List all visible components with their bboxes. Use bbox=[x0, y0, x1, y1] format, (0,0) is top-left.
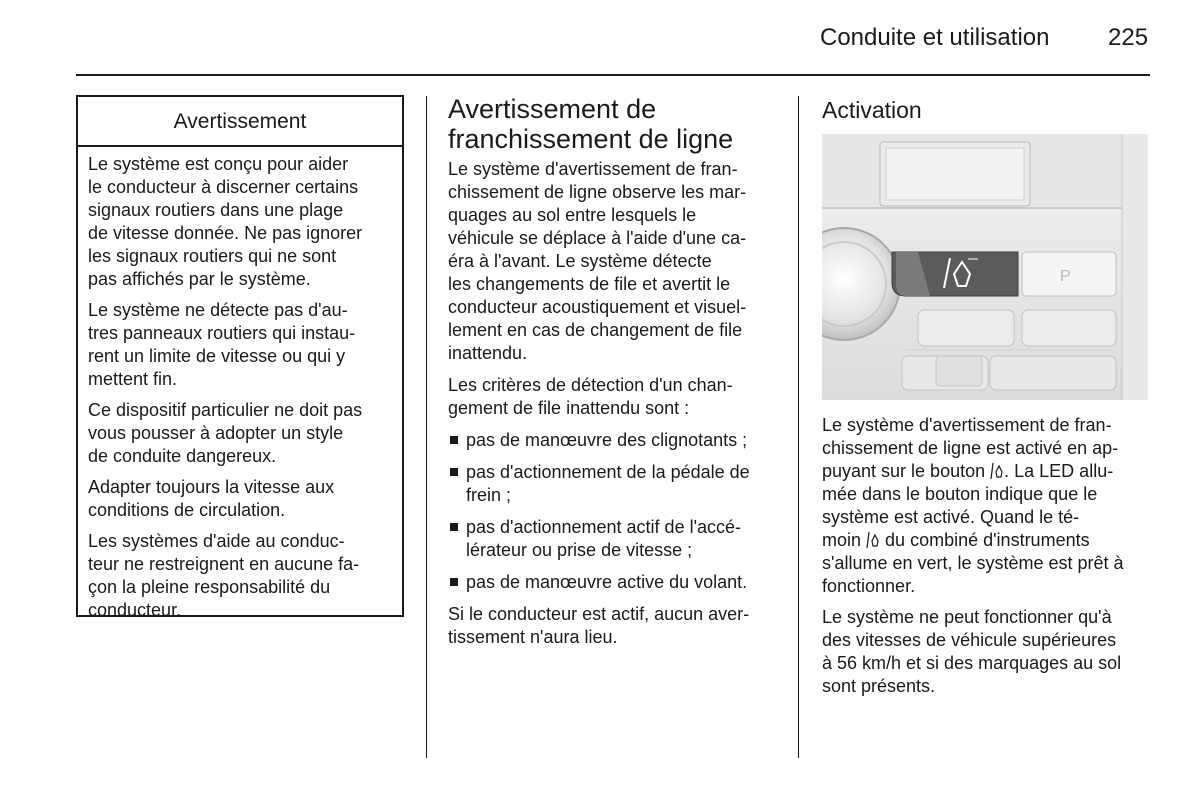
lane-departure-icon bbox=[990, 462, 1004, 480]
bullet-icon bbox=[450, 578, 458, 586]
park-assist-label: P bbox=[1060, 268, 1071, 285]
lane-departure-section bbox=[448, 94, 788, 658]
column-divider bbox=[798, 96, 799, 758]
activation-text bbox=[822, 414, 1152, 706]
lane-departure-icon bbox=[866, 531, 880, 549]
section-heading: Avertissement de franchissement de ligne bbox=[448, 94, 734, 154]
page-number: 225 bbox=[1108, 24, 1149, 51]
dashboard-button-photo bbox=[822, 134, 1148, 400]
warning-box bbox=[76, 95, 404, 620]
warning-paragraph: Les systèmes d'aide au conduc- teur ne restreignent en aucune fa- çon la pleine responsabilité du conducteur. bbox=[88, 531, 360, 620]
list-item: pas de manœuvre active du volant. bbox=[448, 571, 788, 594]
activation-heading: Activation bbox=[822, 97, 922, 123]
warning-paragraph: Ce dispositif particulier ne doit pas vous pousser à adopter un style de conduite dangereux. bbox=[88, 400, 363, 466]
activation-section bbox=[822, 96, 1152, 696]
warning-paragraph: Le système est conçu pour aider le conducteur à discerner certains signaux routiers dans une plage de vitesse donnée. Ne pas ignorer les signaux routiers qui ne sont pas affichés par le système. bbox=[88, 154, 363, 289]
criteria-intro: Les critères de détection d'un chan- gement de file inattendu sont : bbox=[448, 375, 733, 418]
list-item: pas de manœuvre des clignotants ; bbox=[448, 429, 788, 452]
activation-paragraph: Le système ne peut fonctionner qu'à des vitesses de véhicule supérieures à 56 km/h et si des marquages au sol sont présents. bbox=[822, 607, 1122, 696]
criteria-list bbox=[448, 429, 788, 594]
running-header-title: Conduite et utilisation bbox=[820, 24, 1050, 51]
warning-title: Avertissement bbox=[78, 97, 402, 147]
bullet-icon bbox=[450, 523, 458, 531]
list-item: pas d'actionnement actif de l'accé- lérateur ou prise de vitesse ; bbox=[448, 516, 788, 562]
warning-paragraph: Le système ne détecte pas d'au- tres panneaux routiers qui instau- rent un limite de vitesse ou qui y mettent fin. bbox=[88, 300, 356, 389]
column-divider bbox=[426, 96, 427, 758]
warning-body bbox=[78, 147, 402, 622]
bullet-icon bbox=[450, 468, 458, 476]
section-intro: Le système d'avertissement de fran- chissement de ligne observe les mar- quages au sol entre lesquels le véhicule se déplace à l'aide d'une ca- éra à l'avant. Le système détecte les changements de file et avertit le conducteur acoustiquement et visuel- lement en cas de changement de file inattendu. bbox=[448, 159, 747, 363]
warning-paragraph: Adapter toujours la vitesse aux conditions de circulation. bbox=[88, 477, 335, 520]
header-divider bbox=[76, 74, 1150, 76]
activation-paragraph: Le système d'avertissement de fran- chissement de ligne est activé en ap- puyant sur le bouton . La LED allu- mée dans le bouton indique que le système est activé. Quand le té- moin du combiné d'instruments s'allume en vert, le système est prêt à fonctionner. bbox=[822, 415, 1124, 596]
bullet-icon bbox=[450, 436, 458, 444]
closing-paragraph: Si le conducteur est actif, aucun aver- tissement n'aura lieu. bbox=[448, 604, 750, 647]
list-item: pas d'actionnement de la pédale de frein ; bbox=[448, 461, 788, 507]
